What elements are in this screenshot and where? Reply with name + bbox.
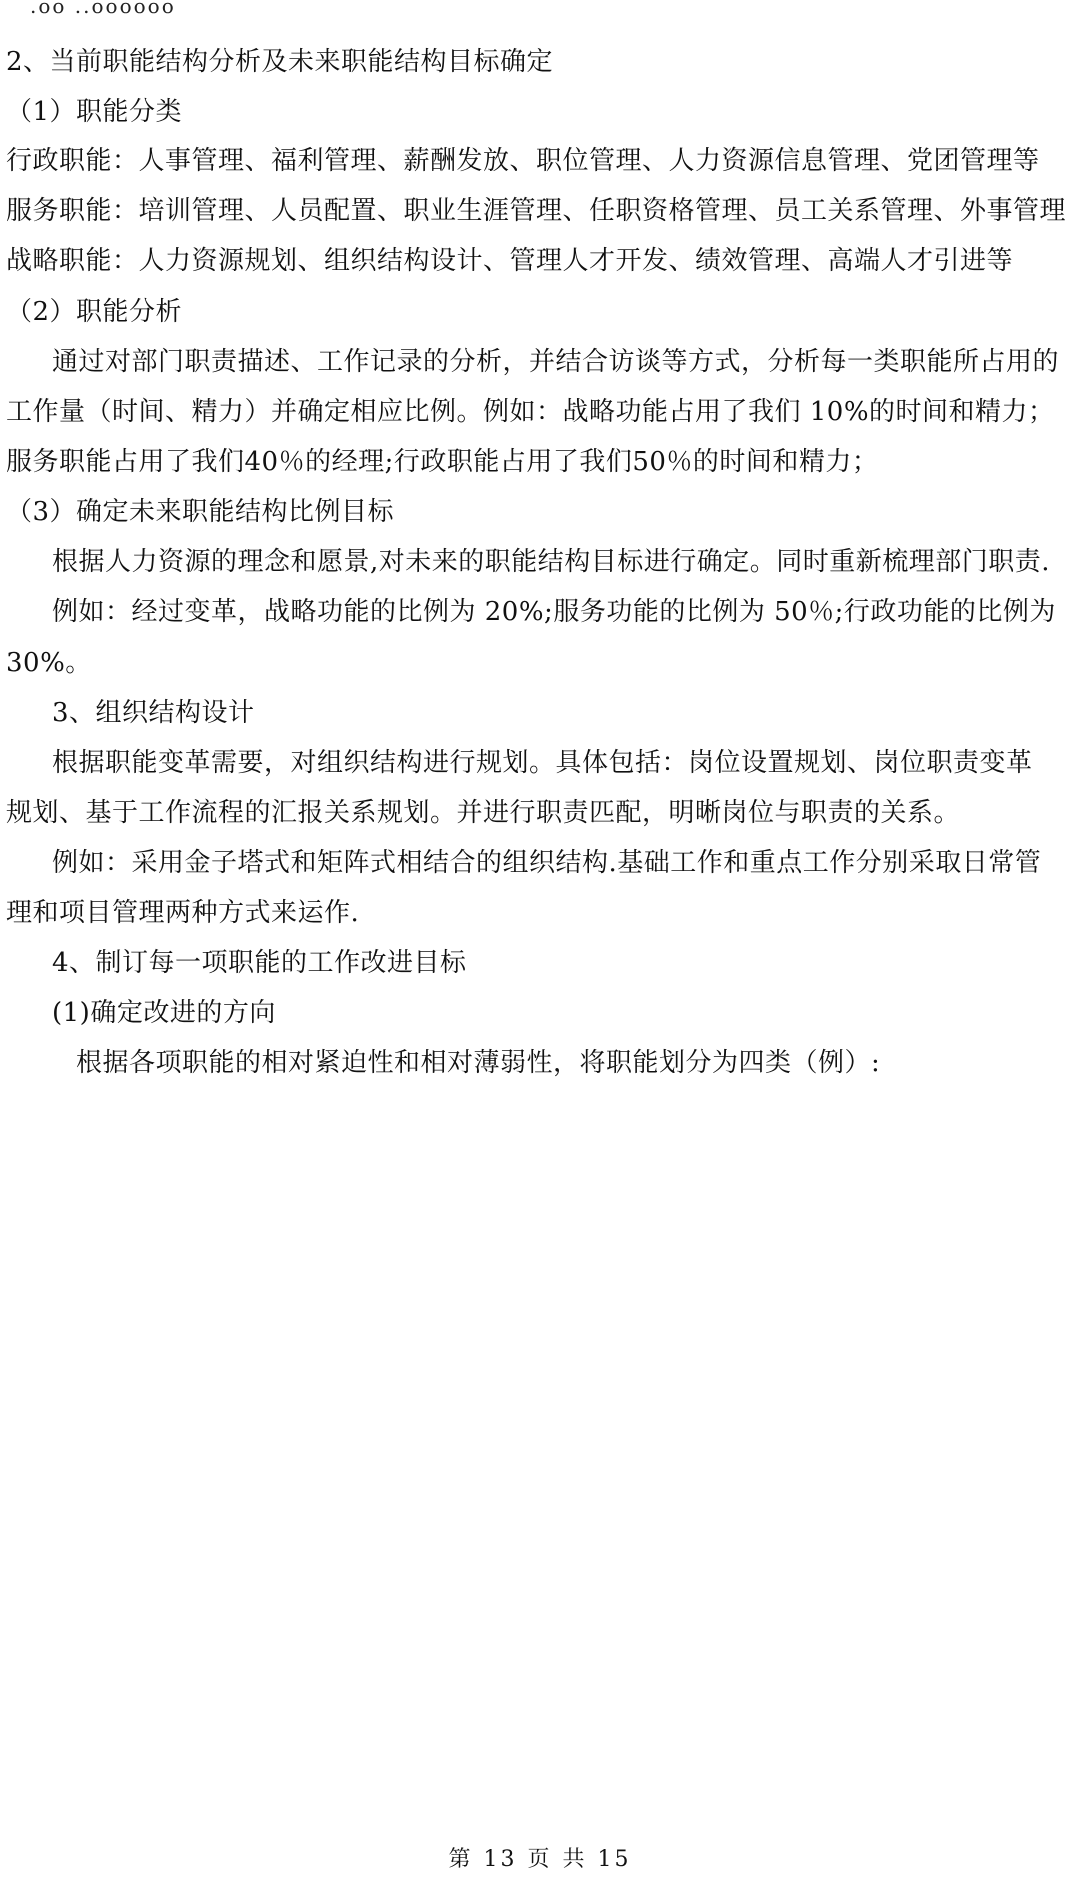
paragraph-line: 服务职能占用了我们40％的经理;行政职能占用了我们50％的时间和精力； bbox=[6, 447, 879, 477]
paragraph-line: 服务职能：培训管理、人员配置、职业生涯管理、任职资格管理、员工关系管理、外事管理 bbox=[6, 196, 1067, 226]
page-number-footer: 第 13 页 共 15 bbox=[448, 1847, 632, 1872]
paragraph-line: 根据人力资源的理念和愿景,对未来的职能结构目标进行确定。同时重新梳理部门职责. bbox=[52, 547, 1051, 577]
heading-3: 3、组织结构设计 bbox=[52, 698, 255, 728]
paragraph-line: 通过对部门职责描述、工作记录的分析，并结合访谈等方式，分析每一类职能所占用的 bbox=[52, 347, 1060, 377]
paragraph-line: 工作量（时间、精力）并确定相应比例。例如：战略功能占用了我们 10%的时间和精力； bbox=[6, 397, 1055, 427]
subheading-2: （2）职能分析 bbox=[6, 297, 183, 327]
paragraph-line: 30%。 bbox=[6, 648, 92, 678]
header-fragment: .oo ..oooooo bbox=[30, 0, 176, 18]
paragraph-line: 例如：采用金子塔式和矩阵式相结合的组织结构.基础工作和重点工作分别采取日常管 bbox=[52, 848, 1042, 878]
subheading-1: （1）职能分类 bbox=[6, 97, 183, 127]
paragraph-line: 理和项目管理两种方式来运作. bbox=[6, 898, 360, 928]
heading-4: 4、制订每一项职能的工作改进目标 bbox=[52, 948, 467, 978]
paragraph-line: 行政职能：人事管理、福利管理、薪酬发放、职位管理、人力资源信息管理、党团管理等 bbox=[6, 146, 1040, 176]
subheading-3: （3）确定未来职能结构比例目标 bbox=[6, 497, 395, 527]
heading-2: 2、当前职能结构分析及未来职能结构目标确定 bbox=[6, 47, 554, 77]
paragraph-line: 规划、基于工作流程的汇报关系规划。并进行职责匹配，明晰岗位与职责的关系。 bbox=[6, 798, 961, 828]
paragraph-line: 战略职能：人力资源规划、组织结构设计、管理人才开发、绩效管理、高端人才引进等 bbox=[6, 246, 1014, 276]
paragraph-line: 例如：经过变革，战略功能的比例为 20%;服务功能的比例为 50％;行政功能的比例为 bbox=[52, 597, 1056, 627]
paragraph-line: 根据职能变革需要，对组织结构进行规划。具体包括：岗位设置规划、岗位职责变革 bbox=[52, 748, 1033, 778]
paragraph-line: 根据各项职能的相对紧迫性和相对薄弱性，将职能划分为四类（例）: bbox=[76, 1048, 881, 1078]
subheading-4-1: (1)确定改进的方向 bbox=[52, 998, 276, 1028]
